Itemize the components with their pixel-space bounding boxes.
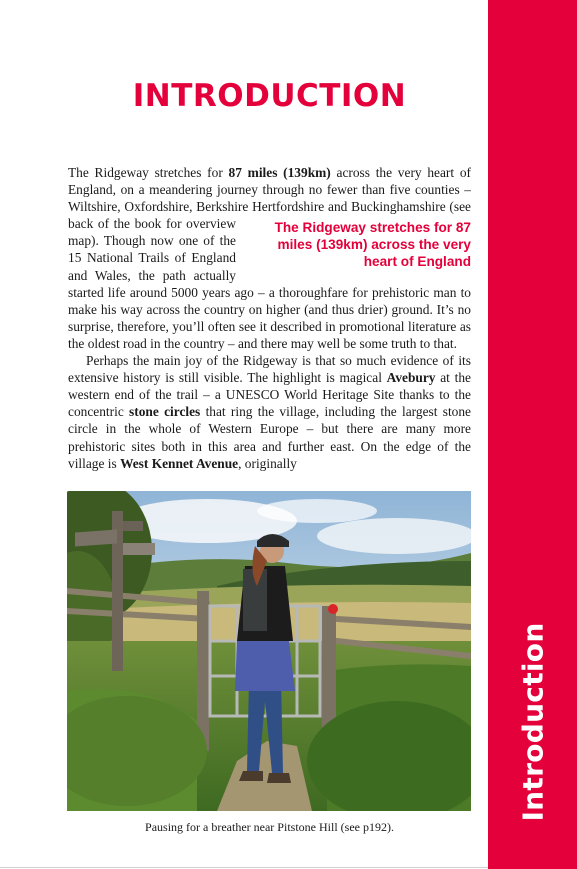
body-text bbox=[68, 164, 471, 472]
photo-caption: Pausing for a breather near Pitstone Hill (see p192). bbox=[145, 820, 394, 834]
side-tab-label bbox=[488, 620, 577, 824]
side-tab-text: Introduction bbox=[516, 622, 549, 822]
hiker-photo bbox=[67, 491, 471, 811]
pull-quote: The Ridgeway stretches for 87 miles (139km) across the very heart of England bbox=[274, 220, 471, 270]
paragraph-1: The Ridgeway stretches for 87 miles (139km) across the very heart of England, on a meandering journey through no fewer than five counties – Wiltshire, Oxfordshire, Berkshire Hertfordshire and The Ridgeway stretches for 87 miles (139km) across the very heart of England Buckinghamshire (see back of the book for overview map). Though now one of the 15 National Trails of England and Wales, the path actually started life around 5000 years ago – a thoroughfare for prehistoric man to make his way across the country on higher (and thus drier) ground. It’s no surprise, therefore, you’ll often see it described in promotional literature as the oldest road in the country – and there may well be some truth to that. bbox=[68, 165, 471, 351]
bottom-divider bbox=[0, 867, 488, 868]
page-title: INTRODUCTION bbox=[132, 78, 407, 114]
paragraph-1-rest: across the very heart of England, on a meandering journey through no fewer than five counties – Wiltshire, Oxfordshire, Berkshire Hertfordshire and The Ridgeway stretches for 87 miles (139km) across the very heart of England Buckinghamshire (see back of the book for overview map). Though now one of the 15 National Trails of England and Wales, the path actually started life around 5000 years ago – a thoroughfare for prehistoric man to make his way across the country on higher (and thus drier) ground. It’s no surprise, therefore, you’ll often see it described in promotional literature as the oldest road in the country – and there may well be some truth to that. bbox=[68, 165, 471, 351]
paragraph-2: Perhaps the main joy of the Ridgeway is that so much evidence of its extensive history is still visible. The highlight is magical Avebury at the western end of the trail – a UNESCO World Heritage Site thanks to the concentric stone circles that ring the village, including the largest stone circle in the whole of Western Europe – but there are many more prehistoric sites both in this area and further east. On the edge of the village is West Kennet Avenue, originally bbox=[68, 353, 472, 471]
